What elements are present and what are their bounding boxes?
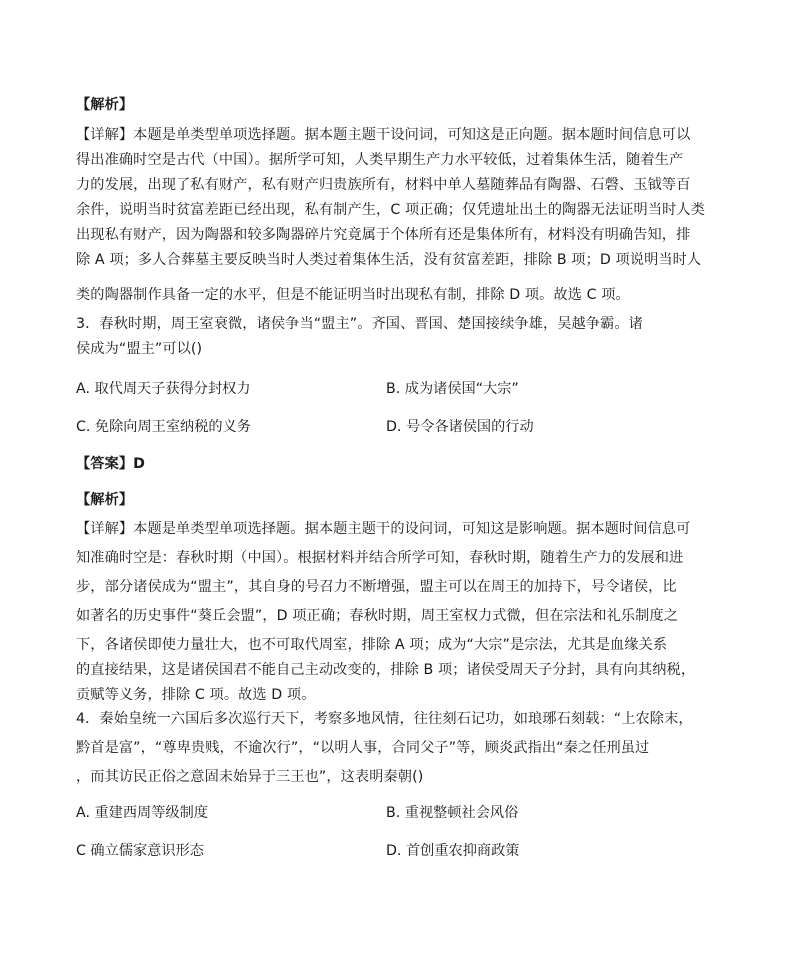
question-stem: 3．春秋时期，周王室衰微，诸侯争当“盟主”。齐国、晋国、楚国接续争雄，吴越争霸。诸: [76, 316, 643, 332]
analysis-line: 下，各诸侯即使力量壮大，也不可取代周室，排除 A 项；成为“大宗”是宗法，尤其是血缘关系: [76, 637, 668, 653]
option-d: D. 首创重农抑商政策: [386, 843, 520, 859]
analysis-line: 【详解】本题是单类型单项选择题。据本题主题干设问词，可知这是正向题。据本题时间信息可以: [76, 127, 691, 143]
analysis-line: 的直接结果，这是诸侯国君不能自己主动改变的，排除 B 项；诸侯受周天子分封，具有向其纳税，: [76, 662, 696, 678]
analysis-line: 知准确时空是：春秋时期（中国）。根据材料并结合所学可知，春秋时期，随着生产力的发展和进: [76, 550, 684, 566]
option-c: C. 免除向周王室纳税的义务: [76, 419, 251, 435]
option-d: D. 号令各诸侯国的行动: [386, 419, 534, 435]
analysis-line: 如著名的历史事件“葵丘会盟”，D 项正确；春秋时期，周王室权力式微，但在宗法和礼乐制度之: [76, 608, 679, 624]
analysis-heading: 【解析】: [76, 97, 134, 113]
analysis-line: 步，部分诸侯成为“盟主”，其自身的号召力不断增强，盟主可以在周王的加持下，号令诸侯，比: [76, 579, 677, 595]
analysis-line: 出现私有财产，因为陶器和较多陶器碎片究竟属于个体所有还是集体所有，材料没有明确告知，排: [76, 227, 691, 243]
question-stem: ，而其访民正俗之意固未始异于三王也”，这表明秦朝(): [76, 769, 424, 785]
option-a: A. 取代周天子获得分封权力: [76, 381, 251, 397]
answer-label: 【答案】D: [76, 456, 146, 472]
analysis-heading: 【解析】: [76, 492, 134, 508]
question-stem: 侯成为“盟主”可以(): [76, 341, 203, 357]
option-c: C 确立儒家意识形态: [76, 843, 204, 859]
analysis-line: 得出准确时空是古代（中国）。据所学可知，人类早期生产力水平较低，过着集体生活，随着生产: [76, 152, 684, 168]
analysis-line: 余件，说明当时贫富差距已经出现，私有制产生，C 项正确；仅凭遗址出土的陶器无法证明当时人类: [76, 202, 705, 218]
analysis-line: 力的发展，出现了私有财产，私有财产归贵族所有，材料中单人墓随葬品有陶器、石磬、玉钺等百: [76, 177, 691, 193]
analysis-line: 除 A 项；多人合葬墓主要反映当时人类过着集体生活，没有贫富差距，排除 B 项；D 项说明当时人: [76, 252, 702, 268]
analysis-line: 【详解】本题是单类型单项选择题。据本题主题干的设问词，可知这是影响题。据本题时间信息可: [76, 521, 691, 537]
analysis-line: 类的陶器制作具备一定的水平，但是不能证明当时出现私有制，排除 D 项。故选 C 项。: [76, 287, 630, 303]
question-stem: 4．秦始皇统一六国后多次巡行天下，考察多地风情，往往刻石记功，如琅琊石刻载：“上农除末，: [76, 711, 693, 727]
option-b: B. 成为诸侯国“大宗”: [386, 381, 519, 397]
question-stem: 黔首是富”，“尊卑贵贱，不逾次行”，“以明人事，合同父子”等，顾炎武指出“秦之任刑虽过: [76, 740, 650, 756]
analysis-line: 贡赋等义务，排除 C 项。故选 D 项。: [76, 687, 316, 703]
option-a: A. 重建西周等级制度: [76, 805, 208, 821]
option-b: B. 重视整顿社会风俗: [386, 805, 519, 821]
